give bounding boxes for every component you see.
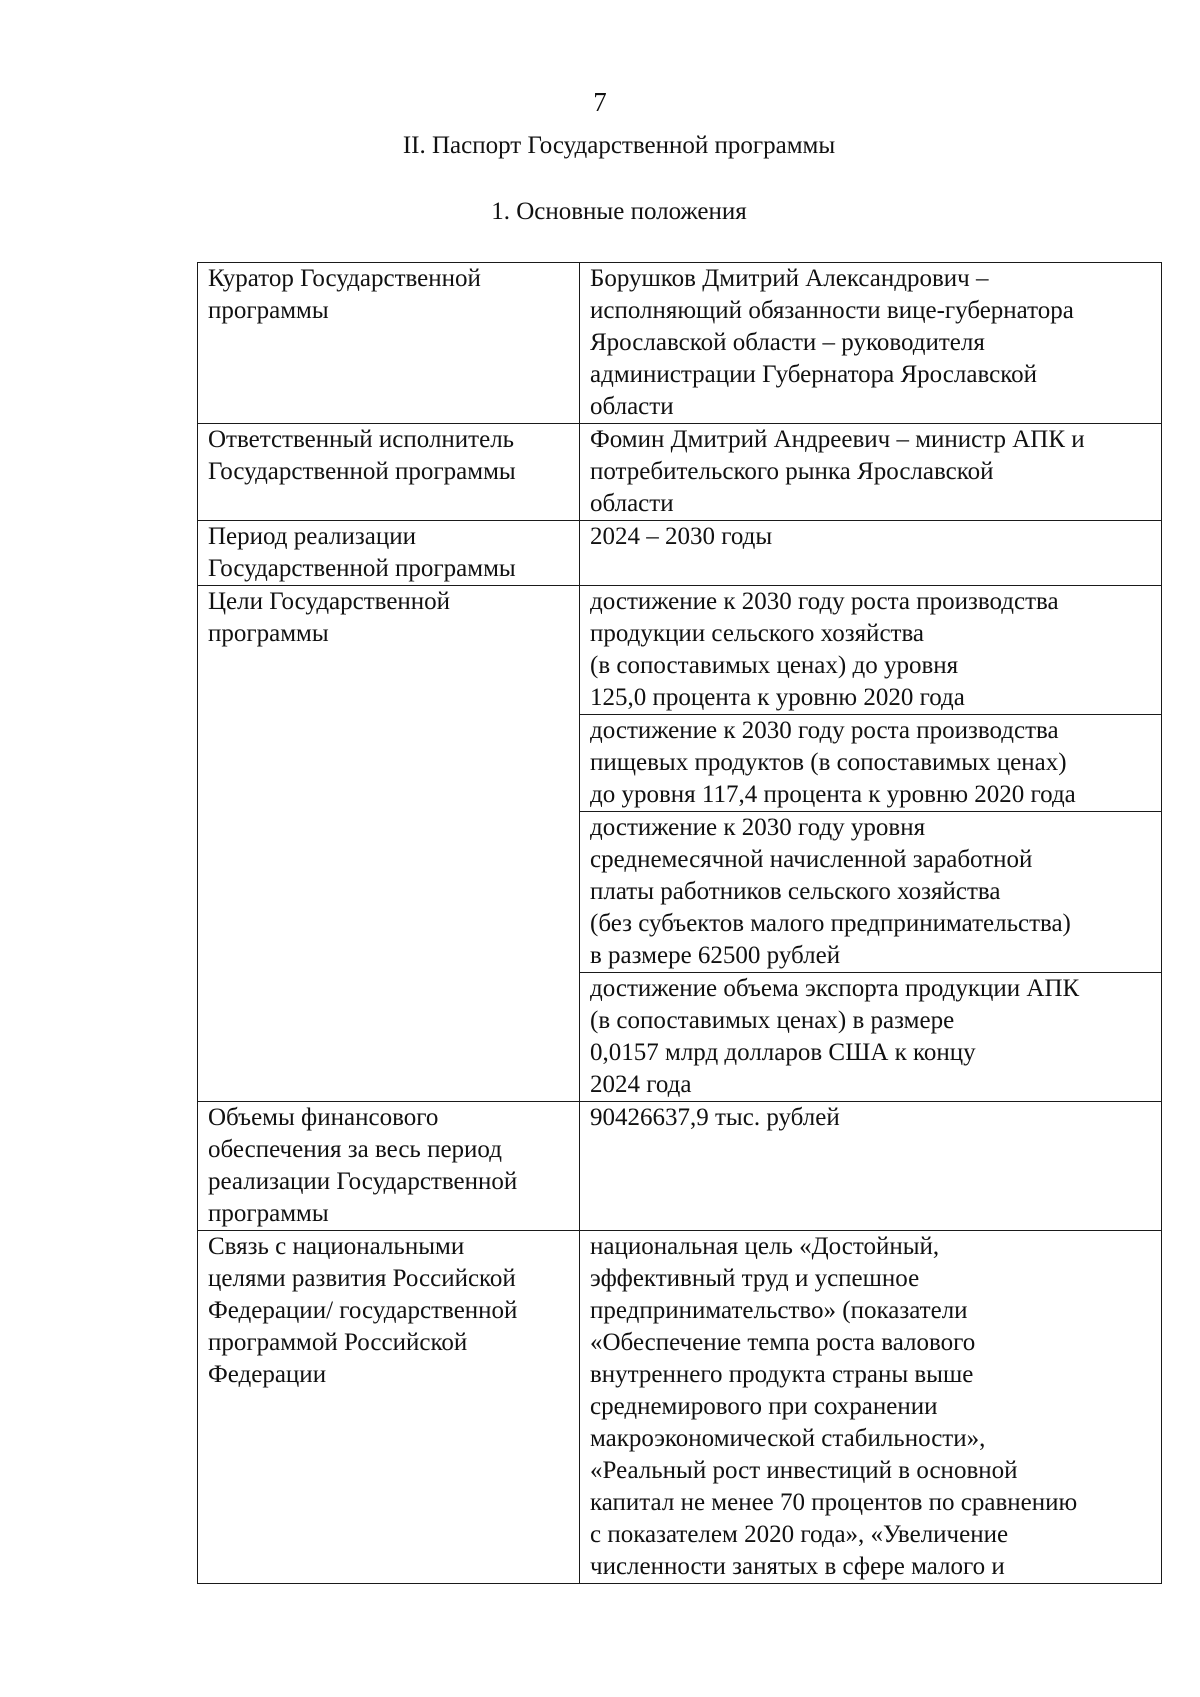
curator-label-cell	[198, 263, 580, 424]
goal-item-line: 2024 года	[590, 1071, 692, 1098]
national-goals-label-line: целями развития Российской	[208, 1265, 516, 1292]
section-title: II. Паспорт Государственной программы	[402, 132, 836, 159]
period-value-line: 2024 – 2030 годы	[590, 523, 773, 550]
goal-item-line: достижение к 2030 году роста производства	[590, 717, 1059, 744]
national-goals-value-line: капитал не менее 70 процентов по сравнению	[590, 1489, 1078, 1516]
funding-label-line: программы	[208, 1200, 329, 1227]
goals-label-line: программы	[208, 620, 329, 647]
goal-item-line: до уровня 117,4 процента к уровню 2020 года	[590, 781, 1076, 808]
curator-value-line: администрации Губернатора Ярославской	[590, 361, 1037, 388]
goal-item-line: достижение к 2030 году уровня	[590, 814, 926, 841]
national-goals-label-line: Федерации	[208, 1361, 327, 1388]
national-goals-value-line: среднемирового при сохранении	[590, 1393, 938, 1420]
goals-label-cell	[198, 586, 580, 1102]
national-goals-label-line: программой Российской	[208, 1329, 468, 1356]
goal-item-line: (без субъектов малого предпринимательства)	[590, 910, 1071, 937]
goal-item-line: продукции сельского хозяйства	[590, 620, 925, 647]
curator-value-line: исполняющий обязанности вице-губернатора	[590, 297, 1074, 324]
goal-item-line: (в сопоставимых ценах) до уровня	[590, 652, 959, 679]
national-goals-value-line: предпринимательство» (показатели	[590, 1297, 968, 1324]
national-goals-value-line: национальная цель «Достойный,	[590, 1233, 940, 1260]
goal-item-line: 0,0157 млрд долларов США к концу	[590, 1039, 976, 1066]
curator-value-line: области	[590, 393, 674, 420]
table-row-national-goals	[198, 1231, 1162, 1584]
goal-item-cell	[580, 812, 1162, 973]
funding-label-line: реализации Государственной	[208, 1168, 518, 1195]
national-goals-value-line: «Обеспечение темпа роста валового	[590, 1329, 976, 1356]
funding-label-line: Объемы финансового	[208, 1104, 439, 1131]
national-goals-label-cell	[198, 1231, 580, 1584]
goal-item-line: в размере 62500 рублей	[590, 942, 841, 969]
funding-value-cell	[580, 1102, 1162, 1231]
subsection-title: 1. Основные положения	[491, 198, 747, 225]
table-row-executor	[198, 424, 1162, 521]
period-label-line: Государственной программы	[208, 555, 516, 582]
executor-value-line: области	[590, 490, 674, 517]
period-label-cell	[198, 521, 580, 586]
table-row-period	[198, 521, 1162, 586]
executor-label-line: Государственной программы	[208, 458, 516, 485]
executor-label-cell	[198, 424, 580, 521]
national-goals-value-line: с показателем 2020 года», «Увеличение	[590, 1521, 1009, 1548]
goal-item-line: среднемесячной начисленной заработной	[590, 846, 1033, 873]
goal-item-line: платы работников сельского хозяйства	[590, 878, 1001, 905]
executor-label-line: Ответственный исполнитель	[208, 426, 515, 453]
curator-value-line: Ярославской области – руководителя	[590, 329, 985, 356]
table-row-goals	[198, 586, 1162, 715]
funding-value-line: 90426637,9 тыс. рублей	[590, 1104, 840, 1131]
executor-value-line: Фомин Дмитрий Андреевич – министр АПК и	[590, 426, 1085, 453]
goal-item-line: достижение к 2030 году роста производства	[590, 588, 1059, 615]
national-goals-value-line: эффективный труд и успешное	[590, 1265, 920, 1292]
national-goals-label-line: Федерации/ государственной	[208, 1297, 518, 1324]
period-value-cell	[580, 521, 1162, 586]
executor-value-line: потребительского рынка Ярославской	[590, 458, 994, 485]
national-goals-value-line: внутреннего продукта страны выше	[590, 1361, 974, 1388]
goal-item-cell	[580, 586, 1162, 715]
goal-item-line: достижение объема экспорта продукции АПК	[590, 975, 1080, 1002]
goal-item-line: 125,0 процента к уровню 2020 года	[590, 684, 965, 711]
national-goals-value-line: численности занятых в сфере малого и	[590, 1553, 1005, 1580]
curator-label-line: программы	[208, 297, 329, 324]
national-goals-value-cell	[580, 1231, 1162, 1584]
goal-item-line: (в сопоставимых ценах) в размере	[590, 1007, 955, 1034]
curator-value-cell	[580, 263, 1162, 424]
goal-item-cell	[580, 715, 1162, 812]
goals-label-line: Цели Государственной	[208, 588, 451, 615]
page-number: 7	[593, 87, 607, 117]
national-goals-value-line: «Реальный рост инвестиций в основной	[590, 1457, 1018, 1484]
table-row-curator	[198, 263, 1162, 424]
table-row-funding	[198, 1102, 1162, 1231]
passport-table	[197, 262, 1162, 1584]
executor-value-cell	[580, 424, 1162, 521]
goal-item-cell	[580, 973, 1162, 1102]
national-goals-label-line: Связь с национальными	[208, 1233, 465, 1260]
goal-item-line: пищевых продуктов (в сопоставимых ценах)	[590, 749, 1067, 776]
national-goals-value-line: макроэкономической стабильности»,	[590, 1425, 986, 1452]
funding-label-cell	[198, 1102, 580, 1231]
curator-label-line: Куратор Государственной	[208, 265, 481, 292]
curator-value-line: Борушков Дмитрий Александрович –	[590, 265, 989, 292]
funding-label-line: обеспечения за весь период	[208, 1136, 502, 1163]
period-label-line: Период реализации	[208, 523, 416, 550]
